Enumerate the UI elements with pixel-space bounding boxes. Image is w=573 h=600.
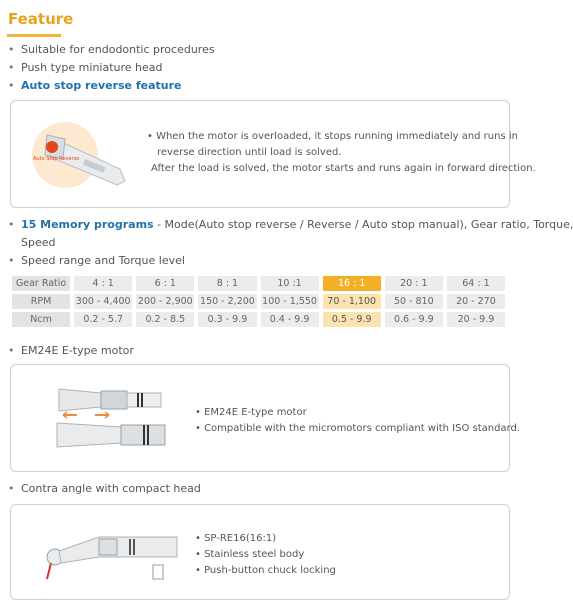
- spec-cell: 70 - 1,100: [323, 294, 381, 309]
- bullet-icon: •: [8, 344, 15, 357]
- motor-image: [55, 381, 173, 455]
- spec-cell: 50 - 810: [385, 294, 443, 309]
- autostop-line: reverse direction until load is solved.: [157, 147, 342, 158]
- contra-line: • SP-RE16(16:1): [195, 533, 277, 544]
- contra-angle-image: [37, 517, 181, 593]
- bullet-icon: •: [8, 482, 15, 495]
- spec-cell: 0.5 - 9.9: [323, 312, 381, 327]
- spec-row-label: RPM: [12, 294, 70, 309]
- handpiece-image: [25, 109, 135, 201]
- memory-programs-item: • 15 Memory programs - Mode(Auto stop reverse / Reverse / Auto stop manual), Gear ratio, Torque,: [8, 218, 573, 231]
- motor-panel: [10, 364, 521, 472]
- page-title: Feature: [8, 10, 74, 28]
- bullet-icon: •: [8, 61, 15, 74]
- feature-item: • Suitable for endodontic procedures: [8, 43, 215, 56]
- spec-cell: 0.2 - 8.5: [136, 312, 194, 327]
- spec-cell: 0.3 - 9.9: [198, 312, 256, 327]
- spec-cell: 6 : 1: [136, 276, 194, 291]
- bullet-icon: •: [8, 254, 15, 267]
- contra-item: • Contra angle with compact head: [8, 482, 201, 495]
- image-label: Auto Stop Reverse: [33, 156, 80, 162]
- spec-cell: 4 : 1: [74, 276, 132, 291]
- spec-row: [12, 294, 505, 309]
- feature-item: • Auto stop reverse feature: [8, 79, 182, 92]
- spec-cell: 20 - 270: [447, 294, 505, 309]
- spec-cell: 20 - 9.9: [447, 312, 505, 327]
- contra-line: • Push-button chuck locking: [195, 565, 336, 576]
- motor-line: • Compatible with the micromotors compliant with ISO standard.: [195, 423, 521, 434]
- speed-range-item: • Speed range and Torque level: [8, 254, 185, 267]
- feature-item: • Push type miniature head: [8, 61, 163, 74]
- spec-cell: 0.6 - 9.9: [385, 312, 443, 327]
- autostop-line: After the load is solved, the motor starts and runs again in forward direction.: [151, 163, 536, 174]
- title-underline: [7, 34, 61, 37]
- autostop-panel: [10, 100, 536, 208]
- spec-cell: 8 : 1: [198, 276, 256, 291]
- autostop-line: • When the motor is overloaded, it stops running immediately and runs in: [147, 131, 518, 142]
- spec-cell: 16 : 1: [323, 276, 381, 291]
- spec-table: [8, 273, 509, 330]
- spec-cell: 150 - 2,200: [200, 296, 255, 307]
- spec-cell: 64 : 1: [447, 276, 505, 291]
- bullet-icon: •: [8, 43, 15, 56]
- spec-row: [12, 276, 505, 291]
- contra-line: • Stainless steel body: [195, 549, 305, 560]
- spec-row-label: Gear Ratio: [12, 276, 70, 291]
- contra-panel: [10, 504, 510, 600]
- spec-cell: 100 - 1,550: [262, 296, 317, 307]
- motor-item: • EM24E E-type motor: [8, 344, 134, 357]
- spec-cell: 20 : 1: [385, 276, 443, 291]
- spec-cell: 200 - 2,900: [137, 296, 193, 307]
- spec-row-label: Ncm: [12, 312, 70, 327]
- spec-cell: 0.2 - 5.7: [74, 312, 132, 327]
- spec-cell: 300 - 4,400: [75, 296, 131, 307]
- memory-programs-line2: Speed: [21, 236, 56, 249]
- bullet-icon: •: [8, 218, 15, 231]
- motor-line: • EM24E E-type motor: [195, 407, 307, 418]
- spec-cell: 10 :1: [261, 276, 319, 291]
- bullet-icon: •: [8, 79, 15, 92]
- spec-row: [12, 312, 505, 327]
- spec-cell: 0.4 - 9.9: [261, 312, 319, 327]
